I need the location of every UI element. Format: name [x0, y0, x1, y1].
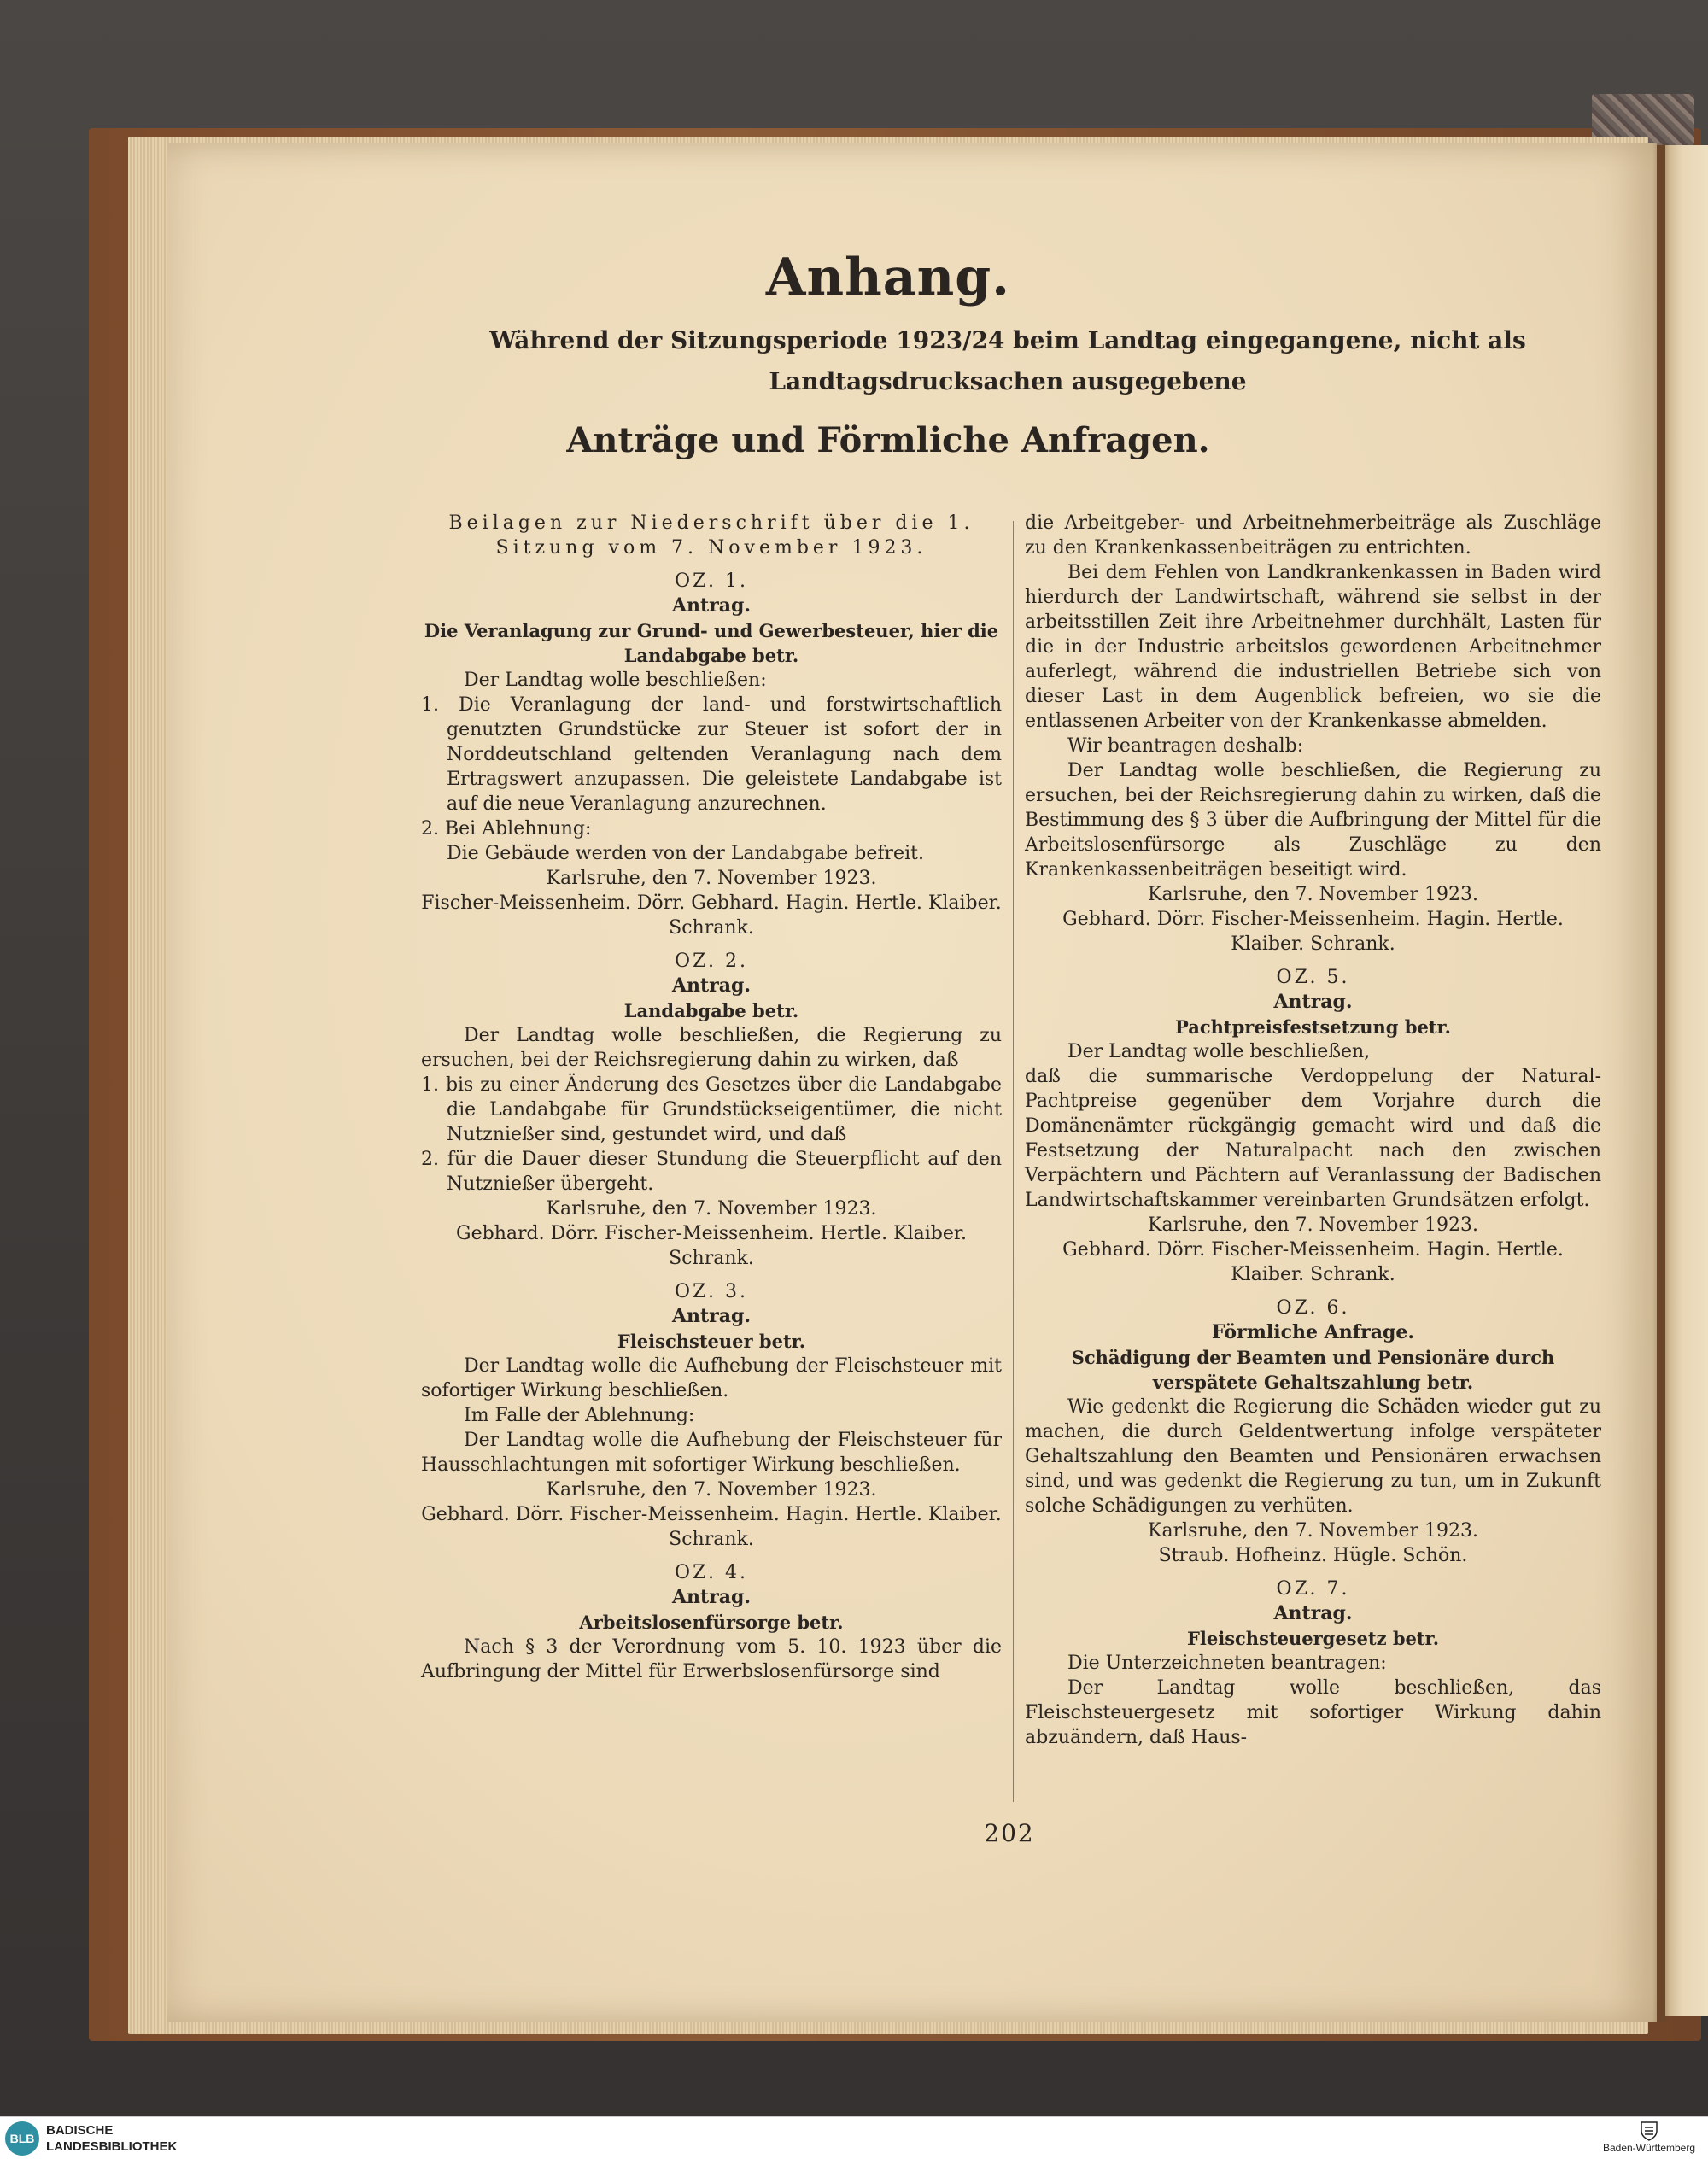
blb-logo-icon[interactable]: BLB	[5, 2121, 39, 2156]
list-item: 1. bis zu einer Änderung des Gesetzes über die Landabgabe die Landabgabe für Grundstückseigentümer, die nicht Nutznießer sind, gestundet wird, und daß	[421, 1074, 1002, 1145]
body-text: Wie gedenkt die Regierung die Schäden wieder gut zu machen, die durch Geldentwertung infolge verspäteter Gehaltszahlung den Beamten und Pensionären erwachsen sind, und was gedenkt die Regierung zu tun, um in Zukunft solche Schädigungen zu verhüten.	[1025, 1396, 1601, 1517]
region-label: Baden-Württemberg	[1602, 2142, 1696, 2154]
lead-text: Der Landtag wolle beschließen:	[464, 670, 767, 691]
body-text: Bei dem Fehlen von Landkrankenkassen in Baden wird hierdurch der Landwirtschaft, während sie selbst in der arbeitsstillen Zeit ihre Arbeitnehmer durchhält, Lasten für die in der Industrie arbeitslos gewordenen Arbeitnehmer auferlegt, während die industriellen Betriebe sich von dieser Last in dem Augenblick befreien, wo sie die entlassenen Arbeiter von der Krankenkasse abmelden.	[1025, 562, 1601, 732]
list-item: 1. Die Veranlagung der land- und forstwirtschaftlich genutzten Grundstücke zur Steuer ist sofort der in Norddeutschland geltenden Veranlagung nach dem Ertragswert anzupassen. Die geleistete Landabgabe ist auf die neue Veranlagung anzurechnen.	[421, 694, 1002, 815]
page-title: Anhang.	[765, 248, 1011, 307]
state-logo[interactable]	[1602, 2121, 1696, 2154]
signatories: Fischer-Meissenheim. Dörr. Gebhard. Hagin. Hertle. Klaiber. Schrank.	[421, 892, 1002, 939]
library-name[interactable]	[46, 2122, 177, 2155]
lead-text: Der Landtag wolle die Aufhebung der Fleischsteuer mit sofortiger Wirkung beschließen.	[421, 1355, 1002, 1401]
document-type: Antrag.	[671, 974, 752, 997]
body-text: Wir beantragen deshalb:	[1068, 735, 1304, 757]
section-number: OZ. 2.	[675, 951, 748, 972]
subject-line: Landabgabe betr.	[623, 1000, 799, 1021]
section-heading: Anträge und Förmliche Anfragen.	[566, 420, 1210, 460]
subject-line: Schädigung der Beamten und Pensionäre durch verspätete Gehaltszahlung betr.	[1071, 1347, 1555, 1393]
signatories: Straub. Hofheinz. Hügle. Schön.	[1158, 1545, 1468, 1566]
document-type: Antrag.	[1273, 991, 1353, 1013]
lead-text: Die Unterzeichneten beantragen:	[1068, 1653, 1387, 1674]
section-number: OZ. 1.	[675, 570, 748, 592]
list-item-text: Die Gebäude werden von der Landabgabe befreit.	[447, 843, 924, 864]
intro-text: Beilagen zur Niederschrift über die 1. Sitzung vom 7. November 1923.	[448, 512, 974, 559]
facing-page-edge	[1665, 145, 1708, 2016]
section-number: OZ. 7.	[1276, 1578, 1350, 1600]
library-name-line2: LANDESBIBLIOTHEK	[46, 2139, 178, 2154]
list-item: 2. Bei Ablehnung:	[421, 818, 592, 840]
place-date: Karlsruhe, den 7. November 1923.	[1148, 884, 1478, 905]
subject-line: Fleischsteuer betr.	[617, 1331, 806, 1352]
signatories: Gebhard. Dörr. Fischer-Meissenheim. Hagin. Hertle. Klaiber. Schrank.	[1062, 1239, 1564, 1285]
subject-line: Pachtpreisfestsetzung betr.	[1175, 1016, 1451, 1038]
subject-line: Fleischsteuergesetz betr.	[1186, 1628, 1440, 1649]
document-type: Antrag.	[671, 594, 752, 617]
place-date: Karlsruhe, den 7. November 1923.	[1148, 1520, 1478, 1542]
section-number: OZ. 6.	[1276, 1297, 1350, 1319]
body-text: daß die summarische Verdoppelung der Natural-Pachtpreise gegenüber dem Vorjahre durch die Domänenämter rückgängig gemacht wird und daß die Festsetzung der Naturalpacht nach den zwischen Verpächtern und Pächtern auf Veranlassung der Badischen Landwirtschaftskammer vereinbarten Grundsätzen erfolgt.	[1025, 1066, 1601, 1211]
left-column	[421, 511, 1002, 1684]
section-number: OZ. 4.	[675, 1562, 748, 1583]
section-number: OZ. 5.	[1276, 967, 1350, 988]
signatories: Gebhard. Dörr. Fischer-Meissenheim. Hagin. Hertle. Klaiber. Schrank.	[421, 1504, 1002, 1550]
alternative-text: Der Landtag wolle die Aufhebung der Fleischsteuer für Hausschlachtungen mit sofortiger Wirkung beschließen.	[421, 1430, 1002, 1476]
document-type: Förmliche Anfrage.	[1211, 1321, 1415, 1343]
place-date: Karlsruhe, den 7. November 1923.	[546, 868, 877, 889]
viewer-footer	[0, 2116, 1708, 2159]
body-text: Der Landtag wolle beschließen, die Regierung zu ersuchen, bei der Reichsregierung dahin zu wirken, daß die Bestimmung des § 3 über die Aufbringung der Mittel für die Arbeitslosenfürsorge als Zuschläge zu den Krankenkassenbeiträgen beseitigt wird.	[1025, 760, 1601, 881]
body-text: Der Landtag wolle beschließen, das Fleischsteuergesetz mit sofortiger Wirkung dahin abzuändern, daß Haus-	[1025, 1677, 1601, 1748]
body-text: Nach § 3 der Verordnung vom 5. 10. 1923 über die Aufbringung der Mittel für Erwerbslosenfürsorge sind	[421, 1636, 1002, 1682]
document-type: Antrag.	[671, 1586, 752, 1608]
body-text: die Arbeitgeber- und Arbeitnehmerbeiträge als Zuschläge zu den Krankenkassenbeiträgen zu entrichten.	[1025, 512, 1601, 559]
right-column	[1025, 511, 1601, 1750]
alternative-intro: Im Falle der Ablehnung:	[464, 1405, 695, 1426]
page-gutter	[1652, 143, 1670, 2022]
subject-line: Arbeitslosenfürsorge betr.	[579, 1612, 844, 1633]
coat-of-arms-icon	[1640, 2121, 1658, 2141]
section-number: OZ. 3.	[675, 1281, 748, 1302]
place-date: Karlsruhe, den 7. November 1923.	[1148, 1214, 1478, 1236]
document-type: Antrag.	[1273, 1602, 1353, 1624]
place-date: Karlsruhe, den 7. November 1923.	[546, 1198, 877, 1220]
signatories: Gebhard. Dörr. Fischer-Meissenheim. Hagin. Hertle. Klaiber. Schrank.	[1062, 909, 1564, 955]
list-item: 2. für die Dauer dieser Stundung die Steuerpflicht auf den Nutznießer übergeht.	[421, 1149, 1002, 1195]
lead-text: Der Landtag wolle beschließen, die Regierung zu ersuchen, bei der Reichsregierung dahin zu wirken, daß	[421, 1025, 1002, 1071]
document-type: Antrag.	[671, 1305, 752, 1327]
library-name-line1: BADISCHE	[46, 2123, 114, 2138]
lead-text: Der Landtag wolle beschließen,	[1068, 1041, 1371, 1062]
page-number: 202	[984, 1819, 1035, 1847]
signatories: Gebhard. Dörr. Fischer-Meissenheim. Hertle. Klaiber. Schrank.	[456, 1223, 967, 1269]
page-subtitle: Während der Sitzungsperiode 1923/24 beim Landtag eingegangene, nicht als Landtagsdrucksachen ausgegebene	[489, 326, 1526, 395]
place-date: Karlsruhe, den 7. November 1923.	[546, 1479, 877, 1501]
column-divider	[1013, 521, 1014, 1802]
subject-line: Die Veranlagung zur Grund- und Gewerbesteuer, hier die Landabgabe betr.	[424, 620, 999, 666]
